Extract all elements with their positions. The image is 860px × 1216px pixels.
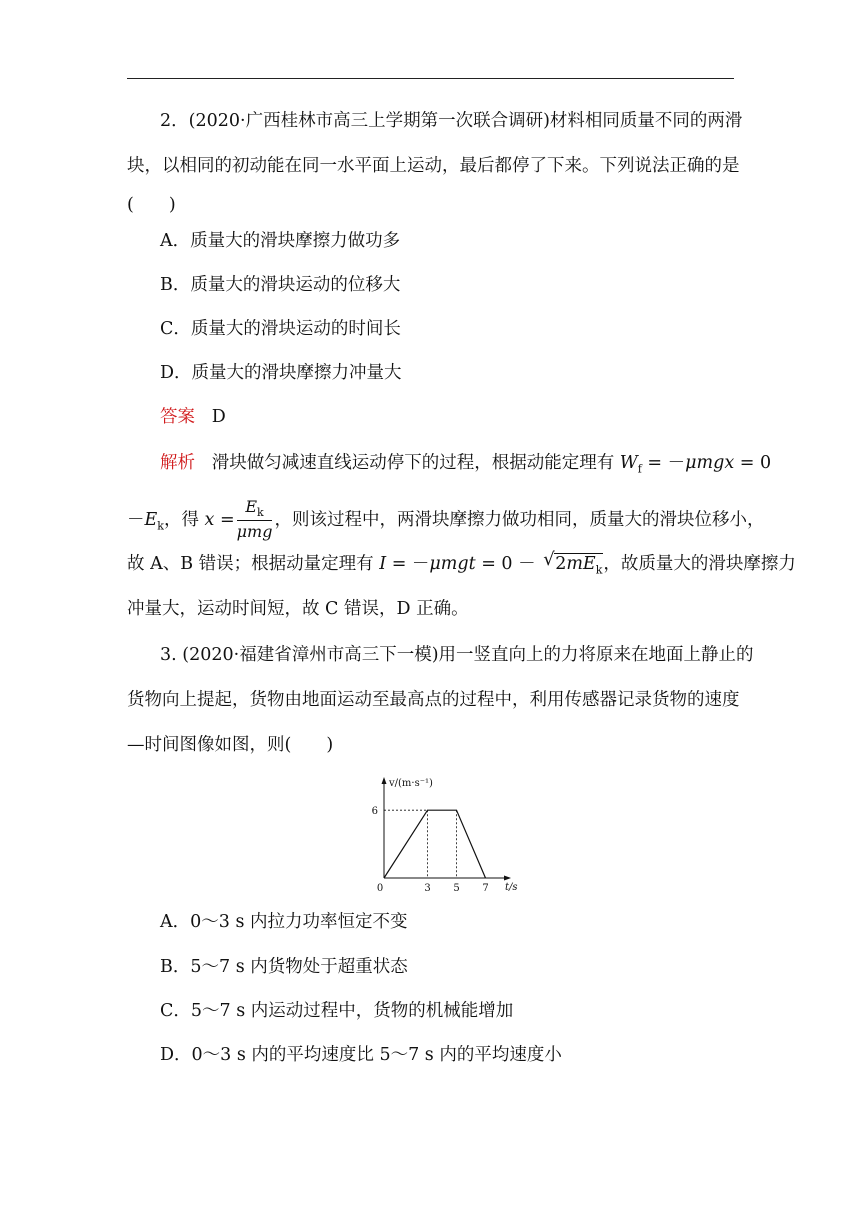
x-tick-label: 0: [376, 883, 384, 893]
q2-number: 2．: [160, 111, 189, 131]
q2-answer: [160, 406, 226, 428]
q3-option-b: B．5～7 s 内货物处于超重状态: [160, 957, 408, 977]
x-tick-label: 7: [482, 883, 489, 893]
y-tick-label: 6: [371, 806, 378, 818]
q3-option-a: A．0～3 s 内拉力功率恒定不变: [160, 912, 408, 932]
q3-stem-3: —时间图像如图，则( ): [127, 735, 334, 755]
graph-axes: [382, 777, 512, 881]
x-tick-label: 3: [424, 883, 431, 893]
y-axis-arrow: [382, 777, 387, 784]
analysis-text-3a: 故 A、B 错误；根据动量定理有: [127, 554, 374, 574]
q2-analysis-2: [127, 497, 765, 542]
q3-source: (2020·福建省漳州市高三下一模): [182, 645, 439, 665]
q3-number: 3.: [160, 645, 177, 665]
answer-label: 答案: [160, 407, 195, 427]
q3-line-1: [160, 644, 754, 666]
graph-guides: [384, 810, 457, 878]
q2-analysis-4: 冲量大，运动时间短，故 C 错误，D 正确。: [127, 599, 469, 619]
work-equation: $W_f = -\mu mgx = 0$: [619, 453, 772, 476]
q2-source: (2020·广西桂林市高三上学期第一次联合调研): [188, 111, 550, 131]
displacement-fraction: $\frac{E_k}{\text{μmg}}$: [236, 497, 273, 542]
x-axis-arrow: [504, 876, 511, 881]
answer-value: D: [211, 407, 226, 427]
series-line: [384, 810, 486, 878]
q2-paren: ( ): [127, 195, 176, 215]
q2-option-d: D．质量大的滑块摩擦力冲量大: [160, 363, 402, 383]
q2-line-1: [160, 110, 742, 132]
y-axis-label: v/(m·s⁻¹): [389, 778, 433, 789]
x-tick-labels: [377, 883, 489, 893]
analysis-text-3b: ，故质量大的滑块摩擦力: [603, 554, 796, 574]
q2-option-c: C．质量大的滑块运动的时间长: [160, 319, 401, 339]
velocity-time-graph: [355, 768, 530, 893]
q3-option-d: D．0～3 s 内的平均速度比 5～7 s 内的平均速度小: [160, 1045, 562, 1065]
q2-analysis-3: [127, 549, 796, 582]
x-axis-label: t/s: [505, 882, 518, 893]
impulse-equation: I = －μmgt = 0 － √ $2mE_k$: [379, 549, 603, 577]
ek-term: $-E_k$，得 x =: [127, 510, 235, 533]
y-tick-labels: [372, 806, 378, 817]
analysis-text-2: ，则该过程中，两滑块摩擦力做功相同，质量大的滑块位移小，: [274, 510, 765, 531]
q2-stem-2: 块，以相同的初动能在同一水平面上运动，最后都停了下来。下列说法正确的是: [127, 156, 740, 176]
q2-option-b: B．质量大的滑块运动的位移大: [160, 275, 401, 295]
header-rule: [127, 78, 734, 79]
q3-stem-2: 货物向上提起，货物由地面运动至最高点的过程中，利用传感器记录货物的速度: [127, 690, 740, 710]
analysis-label: 解析: [160, 453, 195, 473]
x-tick-label: 5: [453, 883, 460, 893]
analysis-text-1: 滑块做匀减速直线运动停下的过程，根据动能定理有: [211, 453, 615, 473]
q2-analysis-1: [160, 452, 771, 481]
q3-option-c: C．5～7 s 内运动过程中，货物的机械能增加: [160, 1001, 514, 1021]
q2-stem-1: 材料相同质量不同的两滑: [549, 111, 743, 131]
q2-option-a: A．质量大的滑块摩擦力做功多: [160, 231, 401, 251]
q3-stem-1: 用一竖直向上的力将原来在地面上静止的: [438, 645, 754, 665]
